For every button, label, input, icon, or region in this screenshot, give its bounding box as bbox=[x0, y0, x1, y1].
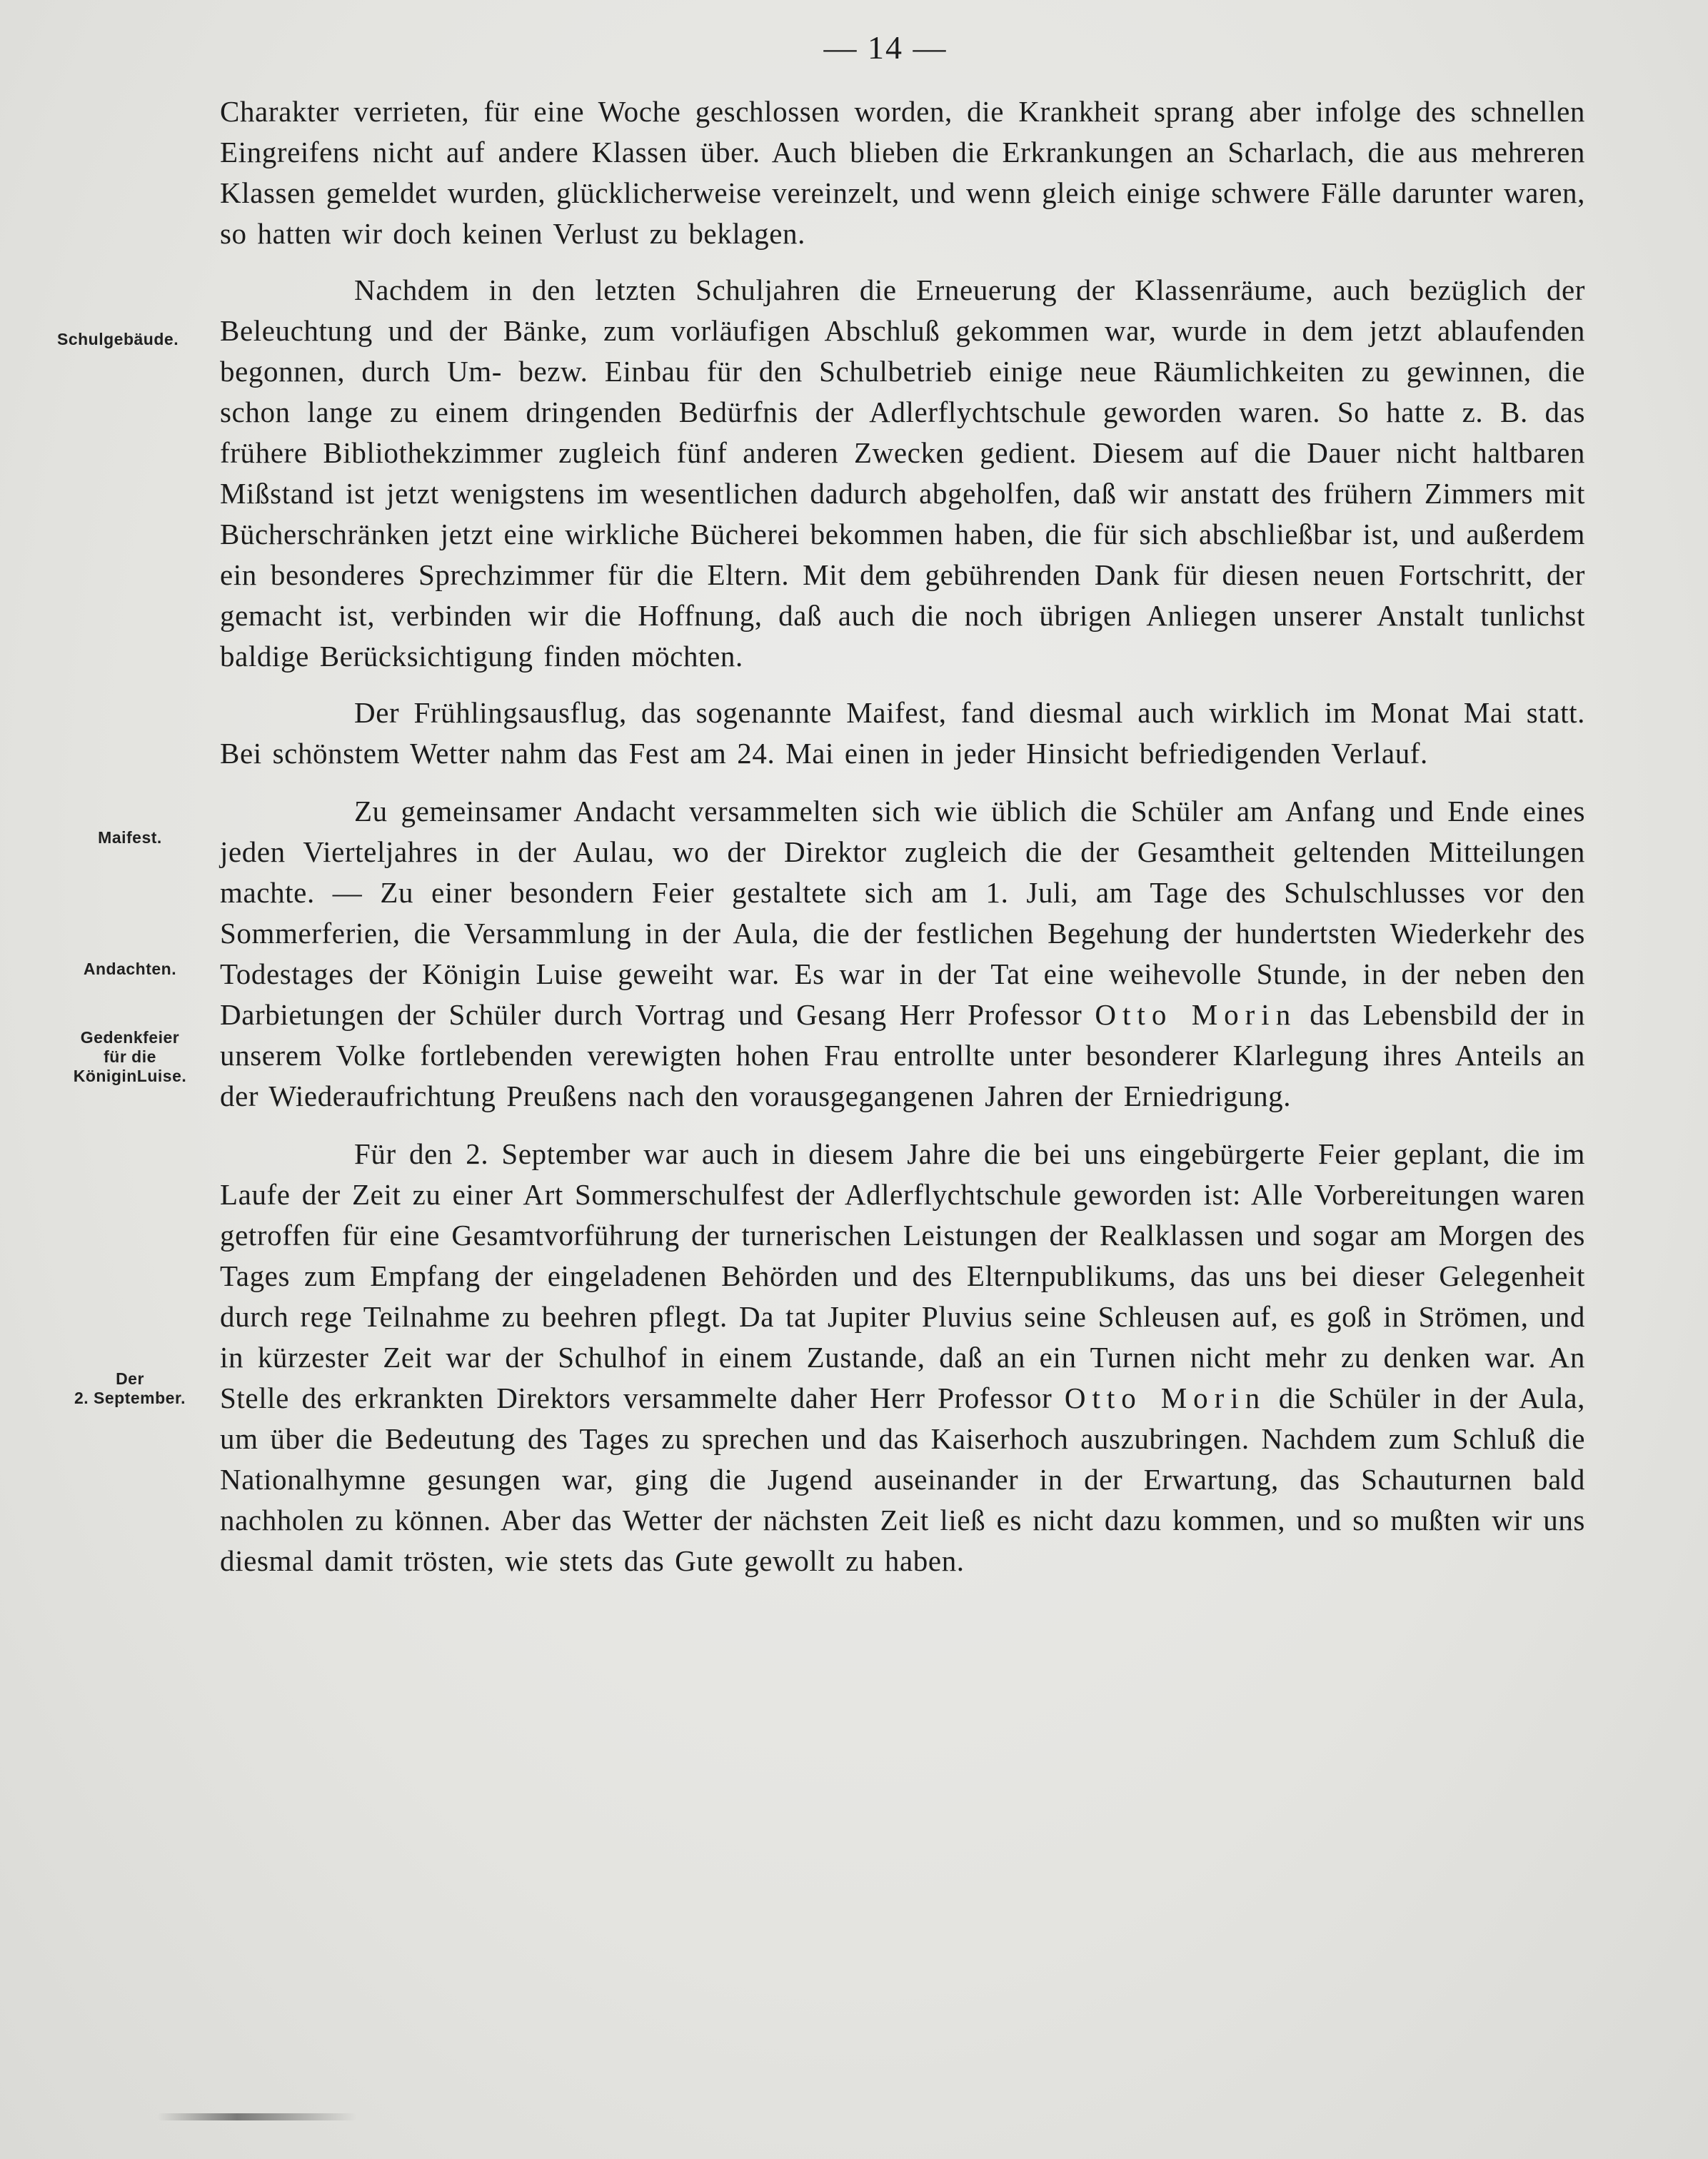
margin-note-andachten: Andachten. bbox=[83, 960, 177, 978]
section-september bbox=[220, 1134, 1585, 1581]
paragraph-schulgebaeude: Nachdem in den letzten Schuljahren die Erneuerung der Klassenräume, auch bezüglich der Beleuchtung und der Bänke, zum vorläufigen Abschluß gekommen war, wurde in dem jetzt ablaufenden begonnen, durch Um- bezw. Einbau für den Schulbetrieb einige neue Räumlichkeiten zu gewinnen, die schon lange zu einem dringenden Bedürfnis der Adlerflychtschule geworden waren. So hatte z. B. das frühere Bibliothekzimmer zugleich fünf anderen Zwecken gedient. Diesem auf die Dauer nicht haltbaren Mißstand ist jetzt wenigstens im wesentlichen dadurch abgeholfen, daß wir anstatt des frühern Zimmers mit Bücherschränken jetzt eine wirkliche Bücherei bekommen haben, die für sich abschließbar ist, und außerdem ein besonderes Sprechzimmer für die Eltern. Mit dem gebührenden Dank für diesen neuen Fortschritt, der gemacht ist, verbinden wir die Hoffnung, daß auch die noch übrigen Anliegen unserer Anstalt tunlichst baldige Berücksichtigung finden möchten. bbox=[220, 273, 1585, 673]
section-intro bbox=[220, 91, 1585, 254]
margin-note-gedenkfeier-line2: für die bbox=[104, 1047, 156, 1066]
section-schulgebaeude bbox=[220, 270, 1585, 677]
margin-note-gedenkfeier-line3: KöniginLuise. bbox=[73, 1067, 187, 1085]
paragraph-september-part2: die Schüler in der Aula, um über die Bedeutung des Tages zu sprechen und das Kaiserhoch auszubringen. Nachdem zum Schluß die Nationalhymne gesungen war, ging die Jugend auseinander in der Erwartung, das Schauturnen bald nachholen zu können. Aber das Wetter der nächsten Zeit ließ es nicht dazu kommen, und so mußten wir uns diesmal damit trösten, wie stets das Gute gewollt zu haben. bbox=[220, 1382, 1585, 1577]
margin-note-schulgebaeude: Schulgebäude. bbox=[57, 330, 179, 348]
margin-note-gedenkfeier bbox=[44, 1028, 216, 1086]
paragraph-andachten bbox=[220, 791, 1585, 1117]
margin-note-september bbox=[44, 1369, 216, 1408]
margin-note-september-line1: Der bbox=[116, 1369, 144, 1388]
paragraph-maifest: Der Frühlingsausflug, das sogenannte Maifest, fand diesmal auch wirklich im Monat Mai statt. Bei schönstem Wetter nahm das Fest am 24. Mai einen in jeder Hinsicht befriedigenden Verlauf. bbox=[220, 696, 1585, 770]
margin-note-september-line2: 2. September. bbox=[74, 1389, 186, 1407]
margin-note-gedenkfeier-line1: Gedenkfeier bbox=[80, 1028, 180, 1047]
person-name-otto-morin-2: Otto Morin bbox=[1064, 1382, 1267, 1414]
paragraph-andachten-part1: Zu gemeinsamer Andacht versammelten sich wie üblich die Schüler am Anfang und Ende eines jeden Vierteljahres in der Aulau, wo der Direktor zugleich die der Gesamtheit geltenden Mitteilungen machte. — Zu einer besondern Feier gestaltete sich am 1. Juli, am Tage des Schulschlusses vor den Sommerferien, die Versammlung in der Aula, die der festlichen Begehung der hundertsten Wiederkehr des Todestages der Königin Luise geweiht war. Es war in der Tat eine weihevolle Stunde, in der neben den Darbietungen der Schüler durch Vortrag und Gesang Herr Professor bbox=[220, 795, 1585, 1031]
section-maifest bbox=[220, 693, 1585, 774]
page-number: — 14 — bbox=[823, 29, 948, 66]
paragraph-intro: Charakter verrieten, für eine Woche geschlossen worden, die Krankheit sprang aber infolge des schnellen Eingreifens nicht auf andere Klassen über. Auch blieben die Erkrankungen an Scharlach, die aus mehreren Klassen gemeldet wurden, glücklicherweise vereinzelt, und wenn gleich einige schwere Fälle darunter waren, so hatten wir doch keinen Verlust zu beklagen. bbox=[220, 95, 1585, 250]
paragraph-andachten-part2: das Lebensbild der in unserem Volke fortlebenden verewigten hohen Frau entrollte unter besonderer Klarlegung ihres Anteils an der Wiederaufrichtung Preußens nach den vorausgegangenen Jahren der Erniedrigung. bbox=[220, 998, 1585, 1112]
ink-smudge bbox=[157, 2113, 357, 2120]
paragraph-september bbox=[220, 1134, 1585, 1581]
paragraph-september-part1: Für den 2. September war auch in diesem Jahre die bei uns eingebürgerte Feier geplant, die im Laufe der Zeit zu einer Art Sommerschulfest der Adlerflychtschule geworden ist: Alle Vorbereitungen waren getroffen für eine Gesamtvorführung der turnerischen Leistungen der Realklassen und sogar am Morgen des Tages zum Empfang der eingeladenen Behörden und des Elternpublikums, das uns bei dieser Gelegenheit durch rege Teilnahme zu beehren pflegt. Da tat Jupiter Pluvius seine Schleusen auf, es goß in Strömen, und in kürzester Zeit war der Schulhof in einem Zustande, daß an ein Turnen nicht mehr zu denken war. An Stelle des erkrankten Direktors versammelte daher Herr Professor bbox=[220, 1137, 1585, 1414]
body-text bbox=[220, 91, 1585, 1581]
margin-note-maifest: Maifest. bbox=[98, 828, 162, 847]
section-andachten bbox=[220, 791, 1585, 1117]
person-name-otto-morin: Otto Morin bbox=[1095, 998, 1297, 1031]
